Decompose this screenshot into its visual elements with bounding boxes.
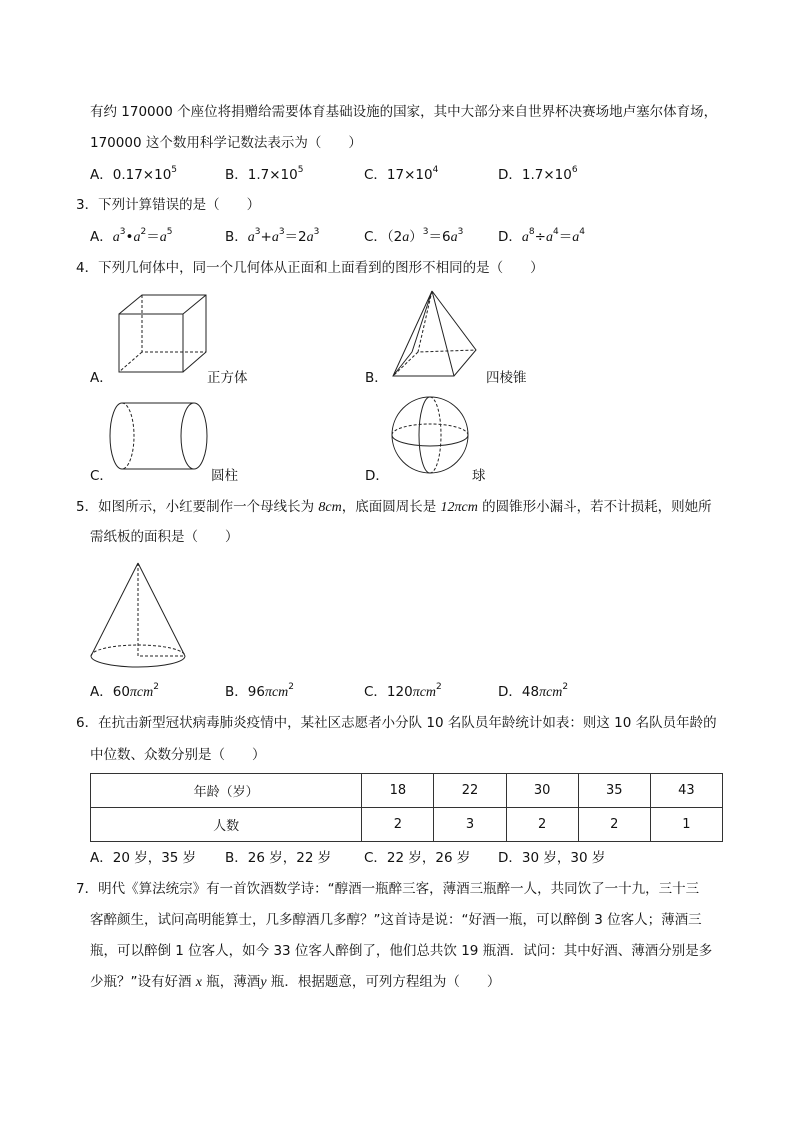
superscript: 8 (528, 227, 535, 237)
math-variable: a (133, 230, 141, 245)
q3-option-b (225, 228, 319, 247)
q2-option-a (90, 166, 177, 184)
math-variable: a (112, 230, 120, 245)
text-segment: C．120 (364, 684, 413, 700)
math-variable: a (247, 230, 255, 245)
text-segment: 瓶．根据题意，可列方程组为（ ） (266, 974, 501, 990)
table-cell: 22 (434, 774, 506, 808)
math-variable: a (159, 230, 167, 245)
cube-figure (118, 294, 208, 374)
superscript: 4 (579, 227, 585, 237)
q5-option-b (225, 683, 294, 702)
superscript: 6 (571, 165, 578, 175)
text-segment: ＝ (558, 229, 573, 245)
q5-stem (76, 498, 712, 517)
superscript: 2 (436, 682, 442, 692)
superscript: 4 (432, 165, 439, 175)
text-segment: ÷ (534, 229, 546, 245)
math-variable: x (195, 975, 203, 990)
text-segment: D． (498, 229, 522, 245)
q6-stem-line2: 中位数、众数分别是（ ） (90, 747, 266, 763)
cylinder-figure (108, 402, 210, 470)
superscript: 3 (457, 227, 464, 237)
q3-option-c (364, 228, 463, 247)
q4-stem: 4．下列几何体中，同一个几何体从正面和上面看到的图形不相同的是（ ） (76, 260, 544, 276)
text-segment: C．17×10 (364, 167, 433, 183)
q2-option-c (364, 166, 438, 184)
superscript: 5 (171, 165, 178, 175)
text-segment: C．（2 (364, 229, 403, 245)
text-segment: B．96 (225, 684, 265, 700)
superscript: 3 (278, 227, 285, 237)
q5-option-d (498, 683, 568, 702)
age-table (90, 773, 723, 842)
math-variable: 8cm (318, 500, 342, 515)
text-segment: ＝2 (284, 229, 307, 245)
q5-stem-line2: 需纸板的面积是（ ） (90, 529, 239, 545)
text-segment: B． (225, 229, 248, 245)
table-cell: 18 (362, 774, 434, 808)
math-variable: πcm (264, 685, 289, 700)
math-variable: a (402, 230, 410, 245)
text-segment: ＝6 (428, 229, 451, 245)
square-pyramid-figure (392, 290, 478, 378)
q7-stem-line1: 7．明代《算法统宗》有一首饮酒数学诗：“醇酒一瓶醉三客，薄酒三瓶醉一人，共同饮了一十九，三十三 (76, 881, 700, 897)
q7-stem-line4 (90, 973, 500, 992)
superscript: 3 (254, 227, 261, 237)
q4-option-a-letter: A． (90, 370, 113, 386)
q4-option-b-name: 四棱锥 (486, 370, 527, 386)
superscript: 2 (562, 682, 569, 692)
q4-option-b-letter: B． (365, 370, 388, 386)
superscript: 2 (288, 682, 295, 692)
math-variable: πcm (539, 685, 563, 700)
math-variable: πcm (129, 685, 154, 700)
superscript: 2 (153, 682, 159, 692)
math-variable: 12πcm (440, 500, 478, 515)
table-cell: 30 (506, 774, 578, 808)
text-segment: • (125, 229, 134, 245)
text-segment: 5．如图所示，小红要制作一个母线长为 (76, 499, 319, 515)
q6-option-b: B．26 岁，22 岁 (225, 850, 332, 866)
superscript: 3 (313, 227, 320, 237)
text-segment: 瓶，薄酒 (202, 974, 261, 990)
q2-option-d (498, 166, 578, 184)
text-segment: + (260, 229, 272, 245)
math-variable: a (306, 230, 314, 245)
math-variable: a (521, 230, 529, 245)
q4-option-a-name: 正方体 (207, 370, 248, 386)
superscript: 3 (119, 227, 126, 237)
math-variable: y (260, 975, 267, 990)
q3-option-a (90, 228, 172, 247)
q4-option-c-name: 圆柱 (211, 468, 238, 484)
q7-stem-line3: 瓶，可以醉倒 1 位客人，如今 33 位客人醉倒了，他们总共饮 19 瓶酒．试问：其中好酒、薄酒分别是多 (90, 943, 713, 959)
math-variable: a (572, 230, 580, 245)
q4-option-d-name: 球 (472, 468, 486, 484)
superscript: 5 (166, 227, 173, 237)
q5-option-a (90, 683, 159, 702)
math-variable: a (450, 230, 458, 245)
text-segment: A．0.17×10 (90, 167, 172, 183)
text-segment: A．60 (90, 684, 130, 700)
math-variable: πcm (412, 685, 437, 700)
superscript: 5 (297, 165, 304, 175)
text-segment: ，底面圆周长是 (341, 499, 441, 515)
sphere-figure (391, 396, 469, 474)
text-segment: B．1.7×10 (225, 167, 298, 183)
cone-figure (90, 562, 186, 668)
text-segment: A． (90, 229, 113, 245)
text-segment: ＝ (146, 229, 160, 245)
q2-text-line1: 有约 170000 个座位将捐赠给需要体育基础设施的国家，其中大部分来自世界杯决赛场地卢塞尔体育场， (90, 104, 718, 120)
q2-option-b (225, 166, 303, 184)
text-segment: 少瓶？”设有好酒 (90, 974, 196, 990)
table-cell: 3 (434, 808, 506, 842)
table-cell: 1 (650, 808, 722, 842)
text-segment: 的圆锥形小漏斗，若不计损耗，则她所 (477, 499, 712, 515)
table-cell: 年龄（岁） (91, 774, 362, 808)
q7-stem-line2: 客醉颜生，试问高明能算士，几多醇酒几多醇？”这首诗是说：“好酒一瓶，可以醉倒 3 位客人；薄酒三 (90, 912, 702, 928)
q4-option-d-letter: D． (365, 468, 389, 484)
table-cell: 人数 (91, 808, 362, 842)
math-variable: a (545, 230, 553, 245)
superscript: 4 (552, 227, 559, 237)
table-cell: 35 (578, 774, 650, 808)
text-segment: D．48 (498, 684, 540, 700)
text-segment: D．1.7×10 (498, 167, 572, 183)
superscript: 2 (140, 227, 147, 237)
superscript: 3 (422, 227, 429, 237)
table-cell: 2 (362, 808, 434, 842)
table-row (91, 808, 723, 842)
q2-text-line2: 170000 这个数用科学记数法表示为（ ） (90, 135, 362, 151)
math-variable: a (271, 230, 279, 245)
q4-option-c-letter: C． (90, 468, 113, 484)
q6-option-d: D．30 岁，30 岁 (498, 850, 606, 866)
q6-stem: 6．在抗击新型冠状病毒肺炎疫情中，某社区志愿者小分队 10 名队员年龄统计如表：则这 10 名队员年龄的 (76, 715, 717, 731)
table-row (91, 774, 723, 808)
table-cell: 2 (506, 808, 578, 842)
q3-option-d (498, 228, 585, 247)
q5-option-c (364, 683, 442, 702)
q6-option-c: C．22 岁，26 岁 (364, 850, 471, 866)
q3-stem: 3．下列计算错误的是（ ） (76, 197, 261, 213)
table-cell: 2 (578, 808, 650, 842)
text-segment: ） (409, 229, 423, 245)
q6-option-a: A．20 岁，35 岁 (90, 850, 197, 866)
table-cell: 43 (650, 774, 722, 808)
